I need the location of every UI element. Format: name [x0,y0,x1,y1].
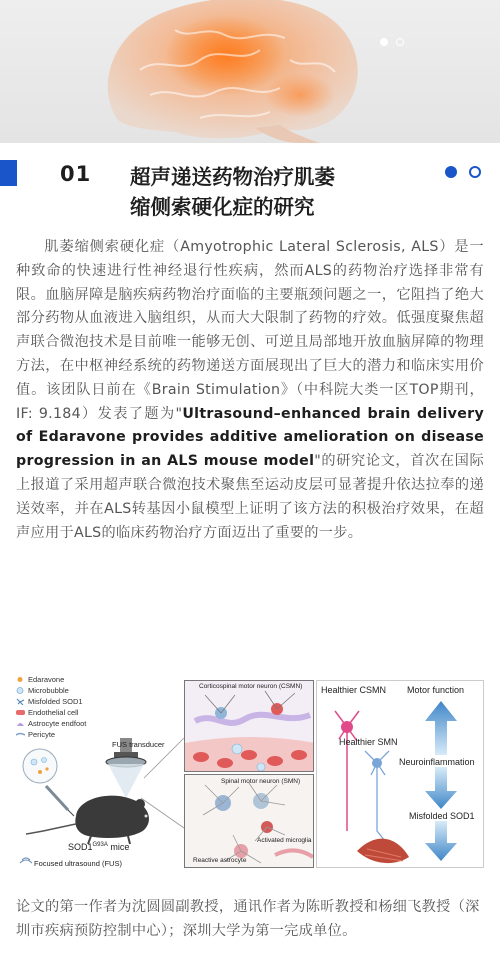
article-footer [16,896,484,944]
legend-item [16,718,86,729]
microglia-label: Activated microglia [257,837,312,844]
author-info: 论文的第一作者为沈圆圆副教授，通讯作者为陈昕教授和杨细飞教授（深圳市疾病预防控制中心）；深圳大学为第一完成单位。 [16,899,480,939]
fus-legend-label: Focused ultrasound (FUS) [34,859,122,868]
legend-item [16,674,86,685]
legend-item [16,707,86,718]
mouse-label-prefix: SOD1 [68,842,93,852]
astrocyte-label: Reactive astrocyte [193,857,247,864]
legend-label: Edaravone [28,675,65,684]
brain-illustration [0,0,500,143]
pericyte-icon [16,731,25,738]
outcome-panel [316,680,484,868]
section-accent-bar [0,160,17,186]
section-title [130,162,420,222]
legend-item [16,696,86,707]
csmn-label: Corticospinal motor neuron (CSMN) [199,683,303,690]
misfolded-sod1-label: Misfolded SOD1 [409,811,475,821]
paper-title-bold: Ultrasound–enhanced brain delivery of Edaravone provides additive amelioration on disease progression in an ALS mouse model [16,405,484,470]
astrocyte-endfoot-icon [16,720,25,727]
mouse-label-suffix: mice [107,842,130,852]
section-number: 01 [60,162,92,186]
legend-label: Pericyte [28,730,56,739]
legend-item [16,685,86,696]
section-dots [445,166,481,178]
healthier-smn-label: Healthier SMN [339,737,398,747]
section-dot-outline [469,166,481,178]
smn-label: Spinal motor neuron (SMN) [221,778,301,785]
neuroinflammation-label: Neuroinflammation [399,757,475,767]
smn-panel [184,774,314,868]
mouse-label [68,842,129,852]
legend-label: Misfolded SOD1 [28,697,83,706]
carousel-dot-active[interactable] [380,38,388,46]
para-text-start: 肌萎缩侧索硬化症（Amyotrophic Lateral Sclerosis, ALS）是一种致命的快速进行性神经退行性疾病，然而ALS的药物治疗选择非常有限。血脑屏障是脑疾病药物治疗面临的主要瓶颈问题之一，它阻挡了绝大部分药物从血液进入脑组织，从而大大限制了药物的疗效。低强度聚焦超声联合微泡技术是目前唯一能够无创、可逆且局部地开放血脑屏障的物理方法，在中枢神经系统的药物递送方面展现出了巨大的潜力和临床实用价值。该团队日前在《Brain Stimulation》（中科院大类一区TOP期刊，IF: 9.184）发表了题为" [16,239,484,422]
para-text-end: "的研究论文，首次在国际上报道了采用超声联合微泡技术聚焦至运动皮层可显著提升依达拉奉的递送效率，并在ALS转基因小鼠模型上证明了该方法的积极治疗效果，在超声应用于ALS的临床药物治疗方面迈出了重要的一步。 [16,453,484,541]
article-paragraph [16,236,484,545]
endothelial-cell-icon [16,709,25,716]
edaravone-dot-icon [16,676,25,683]
article-body [16,236,484,545]
legend-label: Astrocyte endfoot [28,719,87,728]
csmn-panel [184,680,314,772]
legend-label: Microbubble [28,686,69,695]
healthier-csmn-label: Healthier CSMN [321,685,387,695]
section-title-line1: 超声递送药物治疗肌萎 [130,165,335,189]
csmn-illustration [185,681,314,772]
figure-legend [16,674,86,740]
section-title-line2: 缩侧索硬化症的研究 [130,195,315,219]
hero-carousel-dots [380,38,404,46]
carousel-dot[interactable] [396,38,404,46]
outcome-illustration [317,681,484,868]
motor-function-label: Motor function [407,685,465,695]
fus-transducer-label: FUS transducer [112,740,165,749]
section-dot-filled [445,166,457,178]
misfolded-sod1-icon [16,698,25,705]
mouse-label-sup: G93A [92,842,108,848]
smn-illustration [185,775,314,868]
microbubble-icon [16,687,25,694]
legend-label: Endothelial cell [28,708,79,717]
hero-banner [0,0,500,143]
research-figure [16,668,484,876]
